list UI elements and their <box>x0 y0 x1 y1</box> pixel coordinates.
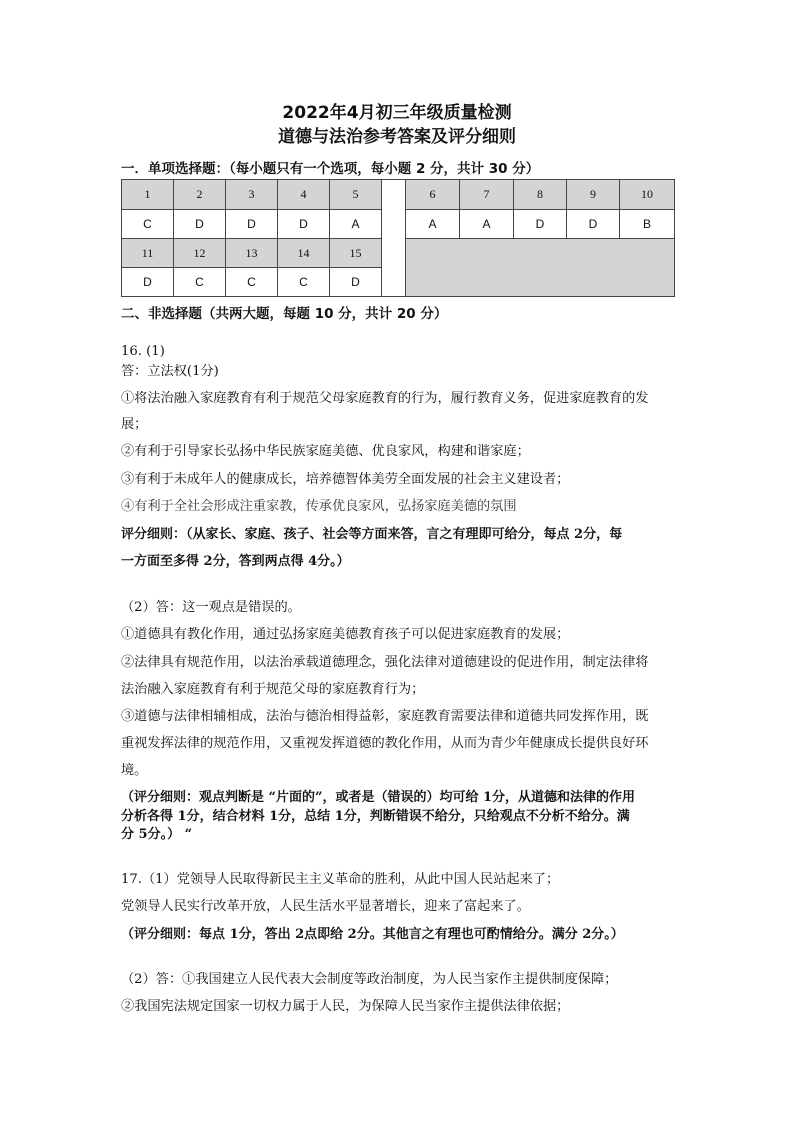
answer-line: ②有利于引导家长弘扬中华民族家庭美德、优良家风，构建和谐家庭； <box>121 444 530 459</box>
answer-grid <box>121 179 675 297</box>
document-title: 2022年4月初三年级质量检测 <box>282 103 512 123</box>
scoring-note: （评分细则：观点判断是 “片面的”，或者是（错误的）均可给 1分，从道德和法律的作用 <box>121 790 636 805</box>
answer-cell: A <box>460 210 514 239</box>
answer-cell: C <box>226 268 278 297</box>
answer-cell: A <box>406 210 460 239</box>
grid-spacer <box>382 180 406 297</box>
answer-line: 答：立法权(1分) <box>121 364 219 379</box>
answer-cell: B <box>620 210 675 239</box>
answer-line: 党领导人民实行改革开放，人民生活水平显著增长，迎来了富起来了。 <box>121 899 530 914</box>
question-number: 4 <box>278 180 330 210</box>
scoring-note: 评分细则：（从家长、家庭、孩子、社会等方面来答，言之有理即可给分，每点 2分，每 <box>121 527 623 542</box>
answer-cell: D <box>278 210 330 239</box>
answer-cell: C <box>278 268 330 297</box>
scoring-note: 分析各得 1分，结合材料 1分，总结 1分，判断错误不给分，只给观点不分析不给分。满 <box>121 809 630 824</box>
answer-cell: D <box>174 210 226 239</box>
answer-line: ①道德具有教化作用，通过弘扬家庭美德教育孩子可以促进家庭教育的发展； <box>121 627 570 642</box>
question-number: 13 <box>226 239 278 268</box>
answer-cell: D <box>514 210 567 239</box>
question-number: 11 <box>122 239 174 268</box>
answer-cell: C <box>174 268 226 297</box>
scoring-note: 分 5分。） “ <box>121 827 193 842</box>
answer-cell: D <box>330 268 382 297</box>
question-number: 15 <box>330 239 382 268</box>
question-number: 9 <box>567 180 620 210</box>
question-number: 3 <box>226 180 278 210</box>
question-number: 6 <box>406 180 460 210</box>
question-number: 14 <box>278 239 330 268</box>
document-subtitle: 道德与法治参考答案及评分细则 <box>278 127 516 147</box>
q17-label: 17.（1）党领导人民取得新民主主义革命的胜利，从此中国人民站起来了； <box>121 872 560 887</box>
answer-line: ②我国宪法规定国家一切权力属于人民，为保障人民当家作主提供法律依据； <box>121 999 570 1014</box>
q16-label: 16. (1) <box>121 344 165 359</box>
answer-line: ③道德与法律相辅相成，法治与德治相得益彰，家庭教育需要法律和道德共同发挥作用，既 <box>121 709 649 724</box>
answer-cell: A <box>330 210 382 239</box>
section-2-heading: 二、非选择题（共两大题，每题 10 分，共计 20 分） <box>121 306 448 322</box>
answer-cell: D <box>567 210 620 239</box>
answer-cell: D <box>226 210 278 239</box>
grid-empty-area <box>406 239 675 297</box>
question-number: 1 <box>122 180 174 210</box>
answer-line: ④有利于全社会形成注重家教，传承优良家风，弘扬家庭美德的氛围 <box>121 499 517 514</box>
section-1-heading: 一．单项选择题：（每小题只有一个选项，每小题 2 分，共计 30 分） <box>121 161 540 177</box>
question-number: 12 <box>174 239 226 268</box>
answer-line: ①将法治融入家庭教育有利于规范父母家庭教育的行为，履行教育义务，促进家庭教育的发 <box>121 391 649 406</box>
question-number: 8 <box>514 180 567 210</box>
answer-line: ③有利于未成年人的健康成长，培养德智体美劳全面发展的社会主义建设者； <box>121 472 570 487</box>
answer-line: 重视发挥法律的规范作用，又重视发挥道德的教化作用，从而为青少年健康成长提供良好环 <box>121 736 649 751</box>
answer-cell: C <box>122 210 174 239</box>
scoring-note: 一方面至多得 2分，答到两点得 4分。） <box>121 554 350 569</box>
question-number: 7 <box>460 180 514 210</box>
q17-part2-label: （2）答：①我国建立人民代表大会制度等政治制度，为人民当家作主提供制度保障； <box>121 972 618 987</box>
answer-line: ②法律具有规范作用，以法治承载道德理念，强化法律对道德建设的促进作用，制定法律将 <box>121 655 649 670</box>
question-number: 2 <box>174 180 226 210</box>
answer-line: 展； <box>121 417 148 432</box>
q16-part2-label: （2）答：这一观点是错误的。 <box>121 600 301 615</box>
answer-cell: D <box>122 268 174 297</box>
question-number: 5 <box>330 180 382 210</box>
answer-line: 境。 <box>121 763 148 778</box>
question-number: 10 <box>620 180 675 210</box>
scoring-note: （评分细则：每点 1分，答出 2点即给 2分。其他言之有理也可酌情给分。满分 2分。） <box>121 927 624 942</box>
answer-line: 法治融入家庭教育有利于规范父母的家庭教育行为； <box>121 682 425 697</box>
